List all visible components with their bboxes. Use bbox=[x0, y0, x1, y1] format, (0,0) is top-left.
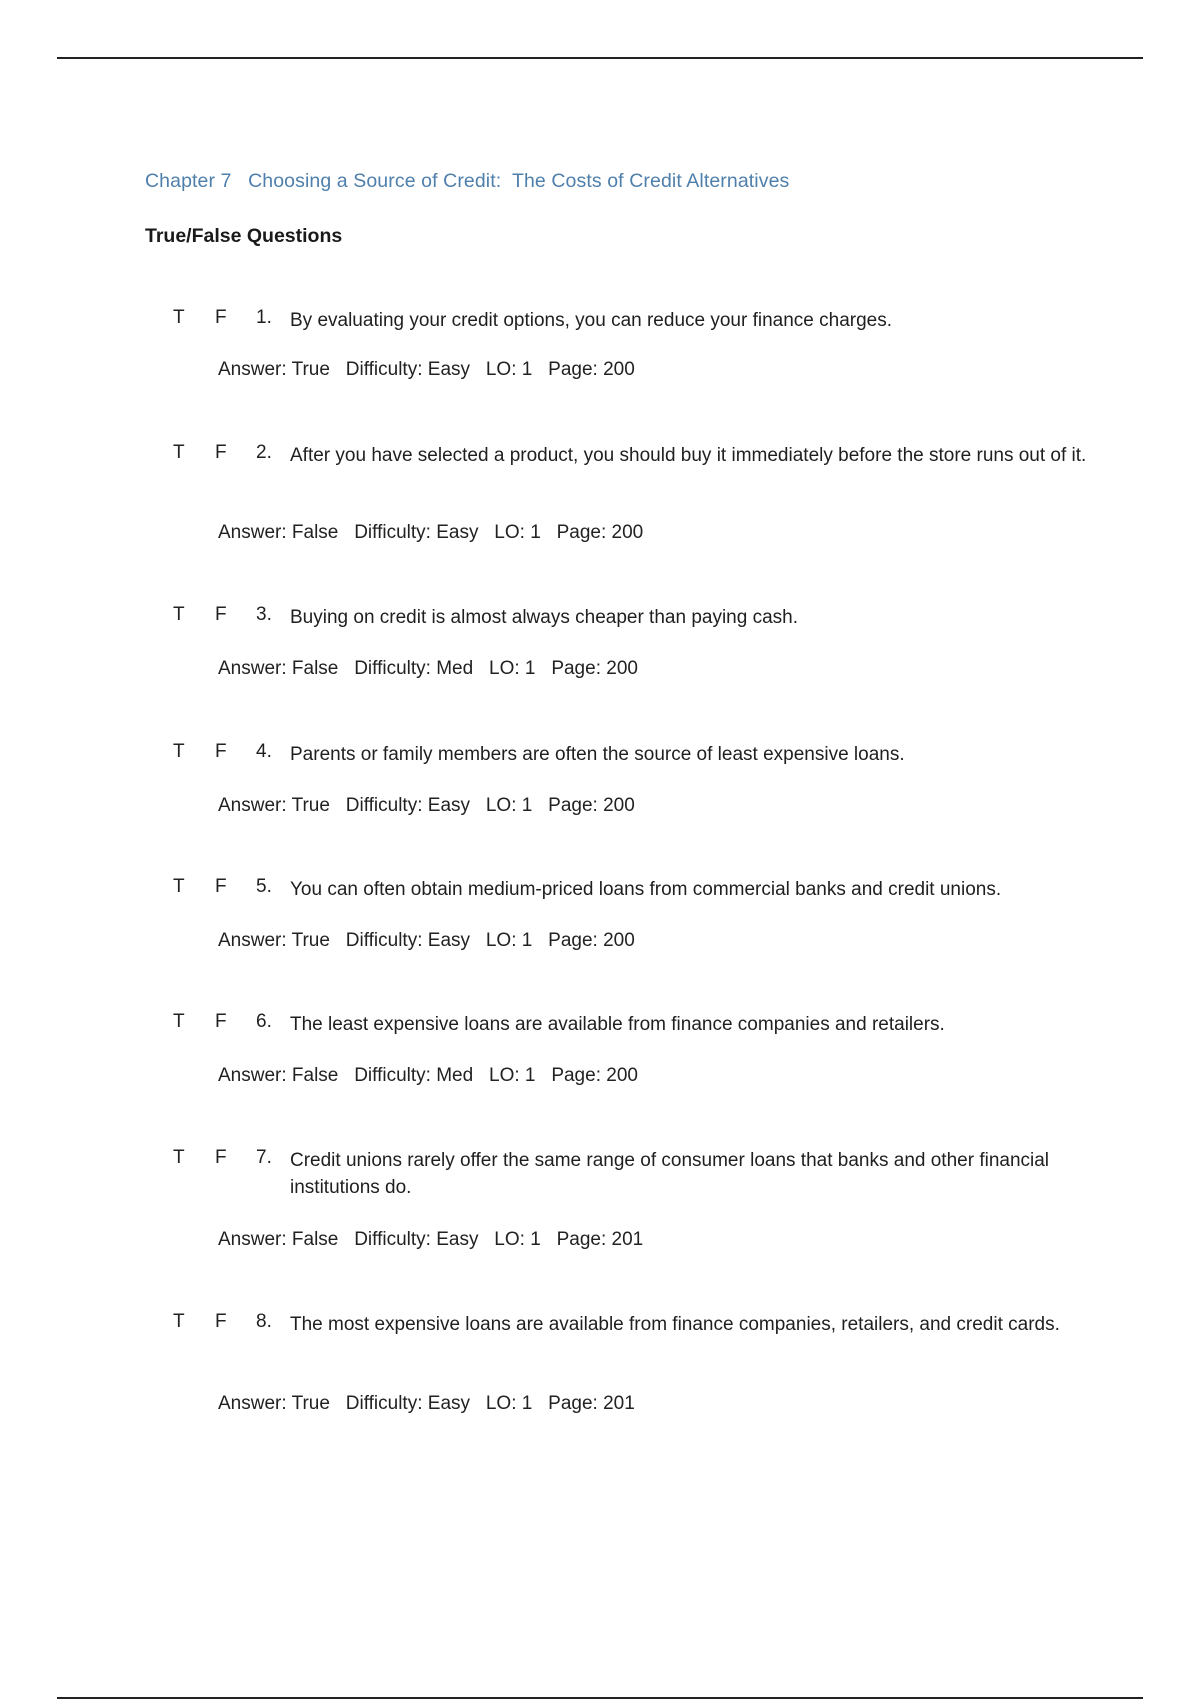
true-option[interactable]: T bbox=[173, 442, 185, 463]
question-text: By evaluating your credit options, you can reduce your finance charges. bbox=[290, 310, 893, 331]
question-3 bbox=[0, 604, 1200, 679]
section-title: True/False Questions bbox=[145, 225, 343, 247]
question-text: After you have selected a product, you should buy it immediately before the store runs out of it. bbox=[290, 445, 1087, 466]
answer-line: Answer: False Difficulty: Easy LO: 1 Page: 200 bbox=[218, 522, 644, 543]
question-7 bbox=[0, 1147, 1200, 1250]
answer-line: Answer: True Difficulty: Easy LO: 1 Page: 201 bbox=[218, 1393, 635, 1414]
true-option[interactable]: T bbox=[173, 741, 185, 762]
question-number: 2. bbox=[256, 442, 272, 463]
question-number: 4. bbox=[256, 741, 272, 762]
false-option[interactable]: F bbox=[215, 442, 227, 463]
true-option[interactable]: T bbox=[173, 1147, 185, 1168]
answer-line: Answer: False Difficulty: Easy LO: 1 Page: 201 bbox=[218, 1229, 644, 1250]
true-option[interactable]: T bbox=[173, 1311, 185, 1332]
question-text: Credit unions rarely offer the same range of consumer loans that banks and other financial institutions do. bbox=[290, 1150, 1050, 1198]
top-rule bbox=[57, 57, 1143, 59]
question-4 bbox=[0, 741, 1200, 816]
answer-line: Answer: False Difficulty: Med LO: 1 Page: 200 bbox=[218, 658, 638, 679]
question-5 bbox=[0, 876, 1200, 951]
question-text: The most expensive loans are available from finance companies, retailers, and credit cards. bbox=[290, 1314, 1060, 1335]
true-option[interactable]: T bbox=[173, 876, 185, 897]
question-text: You can often obtain medium-priced loans from commercial banks and credit unions. bbox=[290, 879, 1002, 900]
false-option[interactable]: F bbox=[215, 1147, 227, 1168]
true-option[interactable]: T bbox=[173, 604, 185, 625]
bottom-rule bbox=[57, 1697, 1143, 1699]
false-option[interactable]: F bbox=[215, 307, 227, 328]
question-8 bbox=[0, 1311, 1200, 1414]
chapter-title: Chapter 7 Choosing a Source of Credit: The Costs of Credit Alternatives bbox=[145, 170, 790, 192]
question-number: 6. bbox=[256, 1011, 272, 1032]
question-number: 3. bbox=[256, 604, 272, 625]
question-6 bbox=[0, 1011, 1200, 1086]
question-number: 5. bbox=[256, 876, 272, 897]
answer-line: Answer: False Difficulty: Med LO: 1 Page: 200 bbox=[218, 1065, 638, 1086]
question-2 bbox=[0, 442, 1200, 543]
false-option[interactable]: F bbox=[215, 876, 227, 897]
question-1 bbox=[0, 307, 1200, 380]
false-option[interactable]: F bbox=[215, 1011, 227, 1032]
question-number: 8. bbox=[256, 1311, 272, 1332]
question-text: Parents or family members are often the source of least expensive loans. bbox=[290, 744, 905, 765]
answer-line: Answer: True Difficulty: Easy LO: 1 Page: 200 bbox=[218, 359, 635, 380]
false-option[interactable]: F bbox=[215, 604, 227, 625]
false-option[interactable]: F bbox=[215, 1311, 227, 1332]
answer-line: Answer: True Difficulty: Easy LO: 1 Page: 200 bbox=[218, 930, 635, 951]
question-text: Buying on credit is almost always cheaper than paying cash. bbox=[290, 607, 798, 628]
true-option[interactable]: T bbox=[173, 1011, 185, 1032]
question-number: 7. bbox=[256, 1147, 272, 1168]
true-option[interactable]: T bbox=[173, 307, 185, 328]
false-option[interactable]: F bbox=[215, 741, 227, 762]
question-text: The least expensive loans are available from finance companies and retailers. bbox=[290, 1014, 945, 1035]
question-number: 1. bbox=[256, 307, 272, 328]
answer-line: Answer: True Difficulty: Easy LO: 1 Page: 200 bbox=[218, 795, 635, 816]
